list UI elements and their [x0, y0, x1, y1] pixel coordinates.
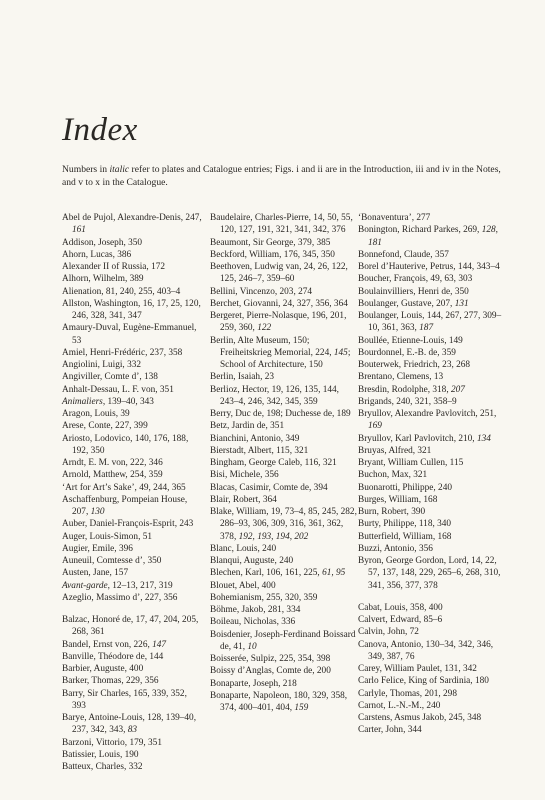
index-entry — [62, 555, 202, 567]
entry-text: Barker, Thomas, 229, 356 — [62, 676, 159, 687]
index-entry — [210, 237, 357, 249]
index-entry — [62, 273, 202, 285]
entry-text: Butterfield, William, 168 — [358, 531, 452, 542]
entry-text: Barzoni, Vittorio, 179, 351 — [62, 737, 162, 748]
index-introduction — [62, 163, 502, 189]
italic-reference: 147 — [152, 639, 167, 650]
entry-text: Bingham, George Caleb, 116, 321 — [210, 458, 337, 468]
index-entry — [62, 531, 202, 543]
entry-text: , 139–40, 343 — [102, 396, 154, 407]
italic-reference: 161 — [72, 225, 86, 236]
entry-text: Blanqui, Auguste, 240 — [210, 556, 294, 566]
index-entry — [210, 371, 357, 383]
entry-text: Augier, Emile, 396 — [62, 543, 133, 554]
index-entry — [358, 724, 506, 736]
index-entry — [210, 690, 357, 715]
entry-text: Arese, Conte, 227, 399 — [62, 421, 148, 432]
entry-text: Bresdin, Rodolphe, 318, — [358, 384, 451, 395]
entry-text: Arndt, E. M. von, 222, 346 — [62, 458, 163, 468]
index-entry — [210, 335, 357, 372]
index-entry — [358, 433, 506, 445]
index-entry — [62, 286, 202, 298]
entry-text: Bryant, William Cullen, 115 — [358, 458, 464, 468]
index-column-2 — [210, 212, 357, 714]
entry-text: Angiviller, Comte d’, 138 — [62, 372, 158, 383]
index-entry — [62, 651, 202, 663]
index-entry — [210, 445, 357, 457]
entry-text: Bergeret, Pierre-Nolasque, 196, 201, 259, 360, — [210, 311, 347, 334]
entry-text: Carlo Felice, King of Sardinia, 180 — [358, 676, 489, 687]
index-entry — [358, 639, 506, 664]
index-entry — [210, 616, 357, 628]
index-entry — [210, 482, 357, 494]
index-entry — [358, 408, 506, 433]
index-entry — [210, 420, 357, 432]
index-entry — [358, 457, 506, 469]
entry-text: Cabat, Louis, 358, 400 — [358, 602, 443, 613]
italic-reference: 10 — [247, 641, 257, 652]
index-entry — [62, 494, 202, 519]
entry-text: Barye, Antoine-Louis, 128, 139–40, 237, 342, 343, — [62, 713, 197, 736]
entry-text: Ahorn, Lucas, 386 — [62, 249, 132, 260]
index-entry — [358, 396, 506, 408]
entry-text: Blouet, Abel, 400 — [210, 580, 276, 591]
entry-text: Bonaparte, Joseph, 218 — [210, 678, 297, 689]
index-entry — [358, 614, 506, 626]
italic-reference: 130 — [90, 507, 105, 517]
entry-text: Berlin, Isaiah, 23 — [210, 372, 275, 383]
entry-text: Bianchini, Antonio, 349 — [210, 433, 300, 444]
entry-text: Bourdonnel, E.-B. de, 359 — [358, 347, 456, 358]
entry-text: Numbers in — [62, 164, 110, 175]
index-entry — [210, 555, 357, 567]
entry-text: Böhme, Jakob, 281, 334 — [210, 605, 301, 615]
entry-text: refer to plates and Catalogue entries; Figs. i and ii are in the Introduction, iii and iv in the Notes, and v to x in the Catalogue. — [62, 164, 501, 188]
entry-text: Burn, Robert, 390 — [358, 507, 426, 517]
index-entry — [62, 384, 202, 396]
entry-text: Blair, Robert, 364 — [210, 494, 277, 505]
entry-text: Aragon, Louis, 39 — [62, 409, 130, 419]
index-entry — [358, 310, 506, 335]
entry-text: Carnot, L.-N.-M., 240 — [358, 700, 441, 711]
index-entry — [358, 249, 506, 261]
entry-text: Berry, Duc de, 198; Duchesse de, 189 — [210, 409, 351, 419]
index-entry — [210, 261, 357, 286]
italic-reference: 192, 193, 194, 202 — [238, 531, 309, 542]
index-entry — [210, 506, 357, 543]
index-entry — [62, 688, 202, 713]
index-entry — [210, 592, 357, 604]
entry-text: Carstens, Asmus Jakob, 245, 348 — [358, 713, 482, 723]
entry-text: Bryullov, Alexandre Pavlovitch, 251, — [358, 409, 497, 419]
entry-text: Angiolini, Luigi, 332 — [62, 360, 142, 370]
index-entry — [358, 335, 506, 347]
index-entry — [62, 518, 202, 530]
entry-text: Beckford, William, 176, 345, 350 — [210, 249, 335, 260]
entry-text: Berlin, Alte Museum, 150; Freiheitskrieg Memorial, 224, — [210, 335, 334, 358]
index-entry — [62, 249, 202, 261]
entry-text: Anhalt-Dessau, L. F. von, 351 — [62, 384, 174, 395]
entry-text: Blanc, Louis, 240 — [210, 543, 277, 554]
index-entry — [210, 457, 357, 469]
index-entry — [358, 531, 506, 543]
entry-text: Bruyas, Alfred, 321 — [358, 445, 432, 456]
entry-text: Byron, George Gordon, Lord, 14, 22, 57, 137, 148, 229, 265–6, 268, 310, 341, 356, 377, 378 — [358, 556, 501, 591]
entry-text: Burges, William, 168 — [358, 494, 438, 505]
index-entry — [358, 518, 506, 530]
entry-text: Buzzi, Antonio, 356 — [358, 543, 433, 554]
entry-text: Bryullov, Karl Pavlovitch, 210, — [358, 433, 477, 444]
italic-reference: 134 — [476, 433, 491, 444]
entry-text: Allston, Washington, 16, 17, 25, 120, 246, 328, 341, 347 — [62, 298, 201, 321]
entry-text: Carter, John, 344 — [358, 725, 422, 736]
entry-text: Boulanger, Louis, 144, 267, 277, 309–10, 361, 363, — [358, 311, 502, 334]
italic-reference: 83 — [127, 725, 138, 736]
entry-text: Blacas, Casimir, Comte de, 394 — [210, 482, 328, 493]
index-entry — [62, 712, 202, 737]
entry-text: Aschaffenburg, Pompeian House, 207, — [62, 494, 188, 517]
letter-section-break — [358, 592, 506, 602]
index-entry — [62, 614, 202, 639]
entry-text: Bandel, Ernst von, 226, — [62, 639, 153, 650]
index-entry — [358, 212, 506, 224]
italic-reference: Avant-garde — [62, 580, 108, 591]
entry-text: Boissy d’Anglas, Comte de, 200 — [210, 666, 331, 677]
entry-text: Burty, Philippe, 118, 340 — [358, 519, 452, 530]
index-entry — [210, 469, 357, 481]
italic-reference: 128, 181 — [368, 225, 498, 248]
index-entry — [210, 286, 357, 298]
entry-text: Berchet, Giovanni, 24, 327, 356, 364 — [210, 298, 348, 309]
entry-text: Calvert, Edward, 85–6 — [358, 615, 443, 625]
entry-text: Buonarotti, Philippe, 240 — [358, 482, 452, 493]
index-entry — [62, 737, 202, 749]
entry-text: Brentano, Clemens, 13 — [358, 372, 444, 383]
entry-text: Berlioz, Hector, 19, 126, 135, 144, 243–4, 246, 342, 345, 359 — [210, 384, 339, 407]
index-entry — [210, 494, 357, 506]
entry-text: Brigands, 240, 321, 358–9 — [358, 396, 457, 407]
entry-text: Auneuil, Comtesse d’, 350 — [62, 556, 162, 566]
entry-text: , 12–13, 217, 319 — [107, 580, 173, 591]
index-entry — [210, 629, 357, 654]
entry-text: Boisdenier, Joseph-Ferdinand Boissard de, 41, — [210, 629, 356, 652]
entry-text: Auger, Louis-Simon, 51 — [62, 531, 153, 542]
entry-text: Boulainvilliers, Henri de, 350 — [358, 286, 469, 297]
index-entry — [358, 602, 506, 614]
index-entry — [62, 761, 202, 773]
index-entry — [210, 249, 357, 261]
index-entry — [62, 580, 202, 592]
index-entry — [358, 261, 506, 273]
entry-text: Boullée, Etienne-Louis, 149 — [358, 335, 463, 346]
index-entry — [62, 408, 202, 420]
index-entry — [62, 359, 202, 371]
index-entry — [210, 543, 357, 555]
entry-text: Carey, William Paulet, 131, 342 — [358, 664, 477, 674]
index-entry — [358, 469, 506, 481]
index-entry — [358, 384, 506, 396]
entry-text: ; School of Architecture, 150 — [220, 347, 351, 370]
entry-text: Balzac, Honoré de, 17, 47, 204, 205, 268, 361 — [62, 615, 199, 638]
entry-text: Boulanger, Gustave, 207, — [358, 298, 455, 309]
entry-text: Bouterwek, Friedrich, 23, 268 — [358, 360, 471, 370]
index-entry — [358, 224, 506, 249]
entry-text: Bonaparte, Napoleon, 180, 329, 358, 374, 400–401, 404, — [210, 690, 348, 713]
index-entry — [358, 688, 506, 700]
index-column-1 — [62, 212, 202, 773]
index-entry — [62, 347, 202, 359]
index-entry — [62, 396, 202, 408]
index-entry — [62, 457, 202, 469]
entry-text: Azeglio, Massimo d’, 227, 356 — [62, 592, 178, 603]
index-entry — [358, 543, 506, 555]
index-entry — [358, 482, 506, 494]
entry-text: Blechen, Karl, 106, 161, 225, — [210, 568, 323, 579]
italic-reference: 187 — [419, 323, 434, 334]
entry-text: Boileau, Nicholas, 336 — [210, 617, 296, 628]
entry-text: Amiel, Henri-Frédéric, 237, 358 — [62, 347, 183, 358]
entry-text: Canova, Antonio, 130–34, 342, 346, 349, 387, 76 — [358, 639, 494, 662]
index-entry — [358, 445, 506, 457]
index-entry — [210, 653, 357, 665]
entry-text: Betz, Jardin de, 351 — [210, 421, 285, 432]
entry-text: ‘Art for Art’s Sake’, 49, 244, 365 — [62, 482, 186, 493]
entry-text: Banville, Théodore de, 144 — [62, 651, 164, 662]
index-entry — [62, 322, 202, 347]
index-entry — [62, 420, 202, 432]
index-entry — [210, 678, 357, 690]
italic-reference: 145 — [333, 347, 348, 358]
index-entry — [358, 371, 506, 383]
index-entry — [62, 639, 202, 651]
index-entry — [62, 237, 202, 249]
index-entry — [62, 212, 202, 237]
entry-text: Alienation, 81, 240, 255, 403–4 — [62, 286, 181, 297]
index-entry — [358, 286, 506, 298]
entry-text: Addison, Joseph, 350 — [62, 237, 143, 248]
entry-text: Bohemianism, 255, 320, 359 — [210, 592, 318, 603]
index-entry — [62, 592, 202, 604]
index-entry — [62, 433, 202, 458]
italic-reference: 131 — [454, 298, 469, 309]
index-entry — [210, 408, 357, 420]
index-entry — [358, 494, 506, 506]
index-entry — [62, 298, 202, 323]
index-entry — [210, 665, 357, 677]
entry-text: Boisserée, Sulpiz, 225, 354, 398 — [210, 654, 331, 664]
index-entry — [358, 555, 506, 592]
entry-text: Alexander II of Russia, 172 — [62, 262, 166, 272]
index-entry — [62, 261, 202, 273]
entry-text: Barbier, Auguste, 400 — [62, 664, 144, 674]
index-entry — [62, 482, 202, 494]
entry-text: Calvin, John, 72 — [358, 627, 419, 638]
italic-reference: Animaliers — [62, 396, 103, 407]
italic-reference: 169 — [368, 421, 382, 432]
italic-reference: italic — [109, 164, 130, 175]
index-entry — [62, 469, 202, 481]
entry-text: Ariosto, Lodovico, 140, 176, 188, 192, 350 — [62, 433, 189, 456]
index-column-3 — [358, 212, 506, 737]
entry-text: Arnold, Matthew, 254, 359 — [62, 470, 163, 481]
entry-text: Bonington, Richard Parkes, 269, — [358, 225, 482, 236]
entry-text: Batissier, Louis, 190 — [62, 749, 139, 760]
italic-reference: 159 — [294, 703, 309, 713]
index-entry — [62, 749, 202, 761]
italic-reference: 122 — [257, 323, 272, 334]
entry-text: ‘Bonaventura’, 277 — [358, 213, 431, 223]
index-entry — [358, 506, 506, 518]
entry-text: Batteux, Charles, 332 — [62, 762, 143, 772]
index-entry — [358, 298, 506, 310]
index-entry — [62, 675, 202, 687]
entry-text: Alhorn, Wilhelm, 389 — [62, 274, 144, 285]
letter-section-break — [62, 604, 202, 614]
index-entry — [62, 567, 202, 579]
index-entry — [358, 359, 506, 371]
entry-text: Beethoven, Ludwig van, 24, 26, 122, 125, 246–7, 359–60 — [210, 262, 348, 285]
index-entry — [62, 663, 202, 675]
index-entry — [210, 298, 357, 310]
entry-text: Bisi, Michele, 356 — [210, 470, 279, 481]
entry-text: Carlyle, Thomas, 201, 298 — [358, 688, 457, 699]
entry-text: Auber, Daniel-François-Esprit, 243 — [62, 519, 194, 530]
index-entry — [358, 712, 506, 724]
italic-reference: 61, 95 — [322, 568, 346, 579]
index-entry — [358, 626, 506, 638]
index-entry — [210, 604, 357, 616]
entry-text: Austen, Jane, 157 — [62, 568, 129, 579]
index-entry — [210, 212, 357, 237]
entry-text: Blake, William, 19, 73–4, 85, 245, 282, 286–93, 306, 309, 316, 361, 362, 378, — [210, 507, 357, 542]
index-entry — [210, 567, 357, 579]
index-entry — [358, 700, 506, 712]
italic-reference: 207 — [450, 384, 465, 395]
index-entry — [358, 663, 506, 675]
entry-text: Borel d’Hauterive, Petrus, 144, 343–4 — [358, 262, 500, 272]
index-entry — [210, 384, 357, 409]
entry-text: Beaumont, Sir George, 379, 385 — [210, 237, 331, 248]
index-entry — [210, 433, 357, 445]
index-entry — [358, 273, 506, 285]
index-entry — [358, 675, 506, 687]
entry-text: Buchon, Max, 321 — [358, 470, 428, 481]
index-entry — [62, 543, 202, 555]
entry-text: Bierstadt, Albert, 115, 321 — [210, 445, 309, 456]
page-title: Index — [62, 112, 138, 148]
index-entry — [210, 310, 357, 335]
index-entry — [210, 580, 357, 592]
entry-text: Bellini, Vincenzo, 203, 274 — [210, 286, 313, 297]
entry-text: Boucher, François, 49, 63, 303 — [358, 274, 473, 285]
entry-text: Amaury-Duval, Eugène-Emmanuel, 53 — [62, 323, 197, 346]
entry-text: Abel de Pujol, Alexandre-Denis, 247, — [62, 213, 202, 223]
index-entry — [62, 371, 202, 383]
index-entry — [358, 347, 506, 359]
entry-text: Baudelaire, Charles-Pierre, 14, 50, 55, 120, 127, 191, 321, 341, 342, 376 — [210, 213, 353, 236]
entry-text: Bonnefond, Claude, 357 — [358, 249, 449, 260]
entry-text: Barry, Sir Charles, 165, 339, 352, 393 — [62, 688, 187, 711]
